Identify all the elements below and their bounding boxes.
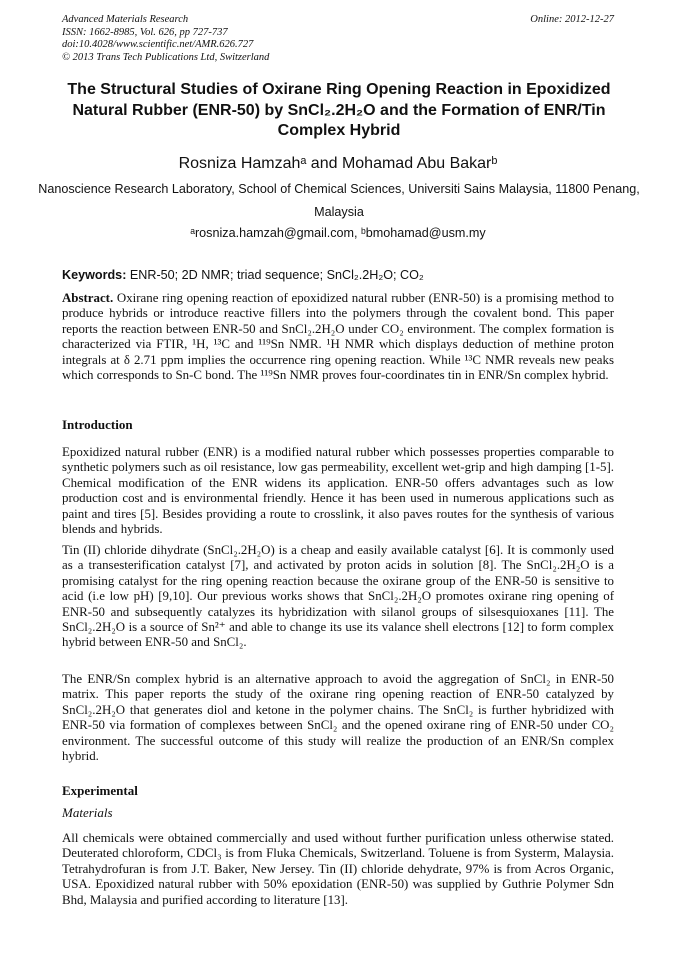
affiliation: Nanoscience Research Laboratory, School of Chemical Sciences, Universiti Sains Malaysia, 11800 Penang, Malaysia: [38, 182, 640, 219]
paragraph: All chemicals were obtained commercially and used without further purification unless otherwise stated. Deuterated chloroform, CDCl₃ is from Fluka Chemicals, Switzerland. Toluene is from Systerm, Malaysia. Tetrahydrofuran is from J.T. Baker, New Jersey. Tin (II) chloride dehydrate, 97% is from Acros Organic, USA. Epoxidized natural rubber with 50% epoxidation (ENR-50) was supplied by Guthrie Polymer Sdn Bhd, Malaysia and purified according to literature [13].: [62, 831, 614, 907]
keywords: [62, 268, 614, 282]
section-heading-introduction: Introduction: [62, 417, 133, 432]
paragraph: Tin (II) chloride dihydrate (SnCl₂.2H₂O) is a cheap and easily available catalyst [6]. It is commonly used as a transesterification catalyst [7], and activated by proton acids in solution [8]. The SnCl₂.2H₂O is a promising catalyst for the ring opening reaction because the oxirane group of the ENR-50 is sensitive to acid (i.e low pH) [9,10]. Our previous works shows that SnCl₂.2H₂O promotes oxirane ring opening of ENR-50 and subsequently catalyzes its hybridization with silanol groups of silsesquioxanes [11]. The SnCl₂.2H₂O is a source of Sn²⁺ and able to change its use its valance shell electrons [12] to form complex hybrid between ENR-50 and SnCl₂.: [62, 543, 614, 650]
subsection-heading-materials: Materials: [62, 805, 113, 820]
abstract-text: Oxirane ring opening reaction of epoxidized natural rubber (ENR-50) is a promising method to produce hybrids or introduce reactive fillers into the polymers through the covalent bond. This paper reports the reaction between ENR-50 and SnCl₂.2H₂O under CO₂ environment. The complex formation is characterized via FTIR, ¹H, ¹³C and ¹¹⁹Sn NMR. ¹H NMR which displays deduction of methine proton integrals at δ 2.71 ppm implies the occurrence ring opening reaction. While ¹³C NMR reveals new peaks which corresponds to Sn-C bond. The ¹¹⁹Sn NMR proves four-coordinates tin in ENR/Sn complex hybrid.: [62, 291, 614, 383]
doi: doi:10.4028/www.scientific.net/AMR.626.727: [62, 39, 254, 50]
paper-title: The Structural Studies of Oxirane Ring Opening Reaction in Epoxidized Natural Rubber (ENR-50) by SnCl₂.2H₂O and the Formation of ENR/Tin Complex Hybrid: [67, 81, 611, 139]
abstract: [62, 291, 614, 383]
keywords-text: ENR-50; 2D NMR; triad sequence; SnCl₂.2H₂O; CO₂: [126, 268, 424, 282]
online-date: Online: 2012-12-27: [530, 14, 614, 25]
emails: ᵃrosniza.hamzah@gmail.com, ᵇbmohamad@usm.my: [190, 226, 486, 240]
paragraph: The ENR/Sn complex hybrid is an alternative approach to avoid the aggregation of SnCl₂ in ENR-50 matrix. This paper reports the study of the oxirane ring opening reaction of ENR-50 catalyzed by SnCl₂.2H₂O that generates diol and ketone in the polymer chains. The SnCl₂ is further hybridized with ENR-50 via formation of complexes between SnCl₂ and the opened oxirane ring of ENR-50 under CO₂ environment. The successful outcome of this study will realize the production of an ENR/Sn complex hybrid.: [62, 672, 614, 764]
abstract-label: Abstract.: [62, 291, 114, 305]
authors: Rosniza Hamzahᵃ and Mohamad Abu Bakarᵇ: [178, 155, 498, 172]
section-heading-experimental: Experimental: [62, 783, 138, 798]
journal-name: Advanced Materials Research: [62, 14, 189, 25]
paragraph: Epoxidized natural rubber (ENR) is a modified natural rubber which possesses properties comparable to synthetic polymers such as oil resistance, low gas permeability, excellent wet-grip and high damping [1-5]. Chemical modification of the ENR widens its application. ENR-50 offers advantages such as low production cost and is environmental friendly. Hence it has been used in numerous applications such as paint and tires [5]. Besides providing a route to crosslink, it also paves routes for the synthesis of various blends and hybrids.: [62, 445, 614, 537]
keywords-label: Keywords:: [62, 268, 127, 282]
copyright: © 2013 Trans Tech Publications Ltd, Switzerland: [62, 51, 270, 63]
issn: ISSN: 1662-8985, Vol. 626, pp 727-737: [62, 26, 228, 38]
